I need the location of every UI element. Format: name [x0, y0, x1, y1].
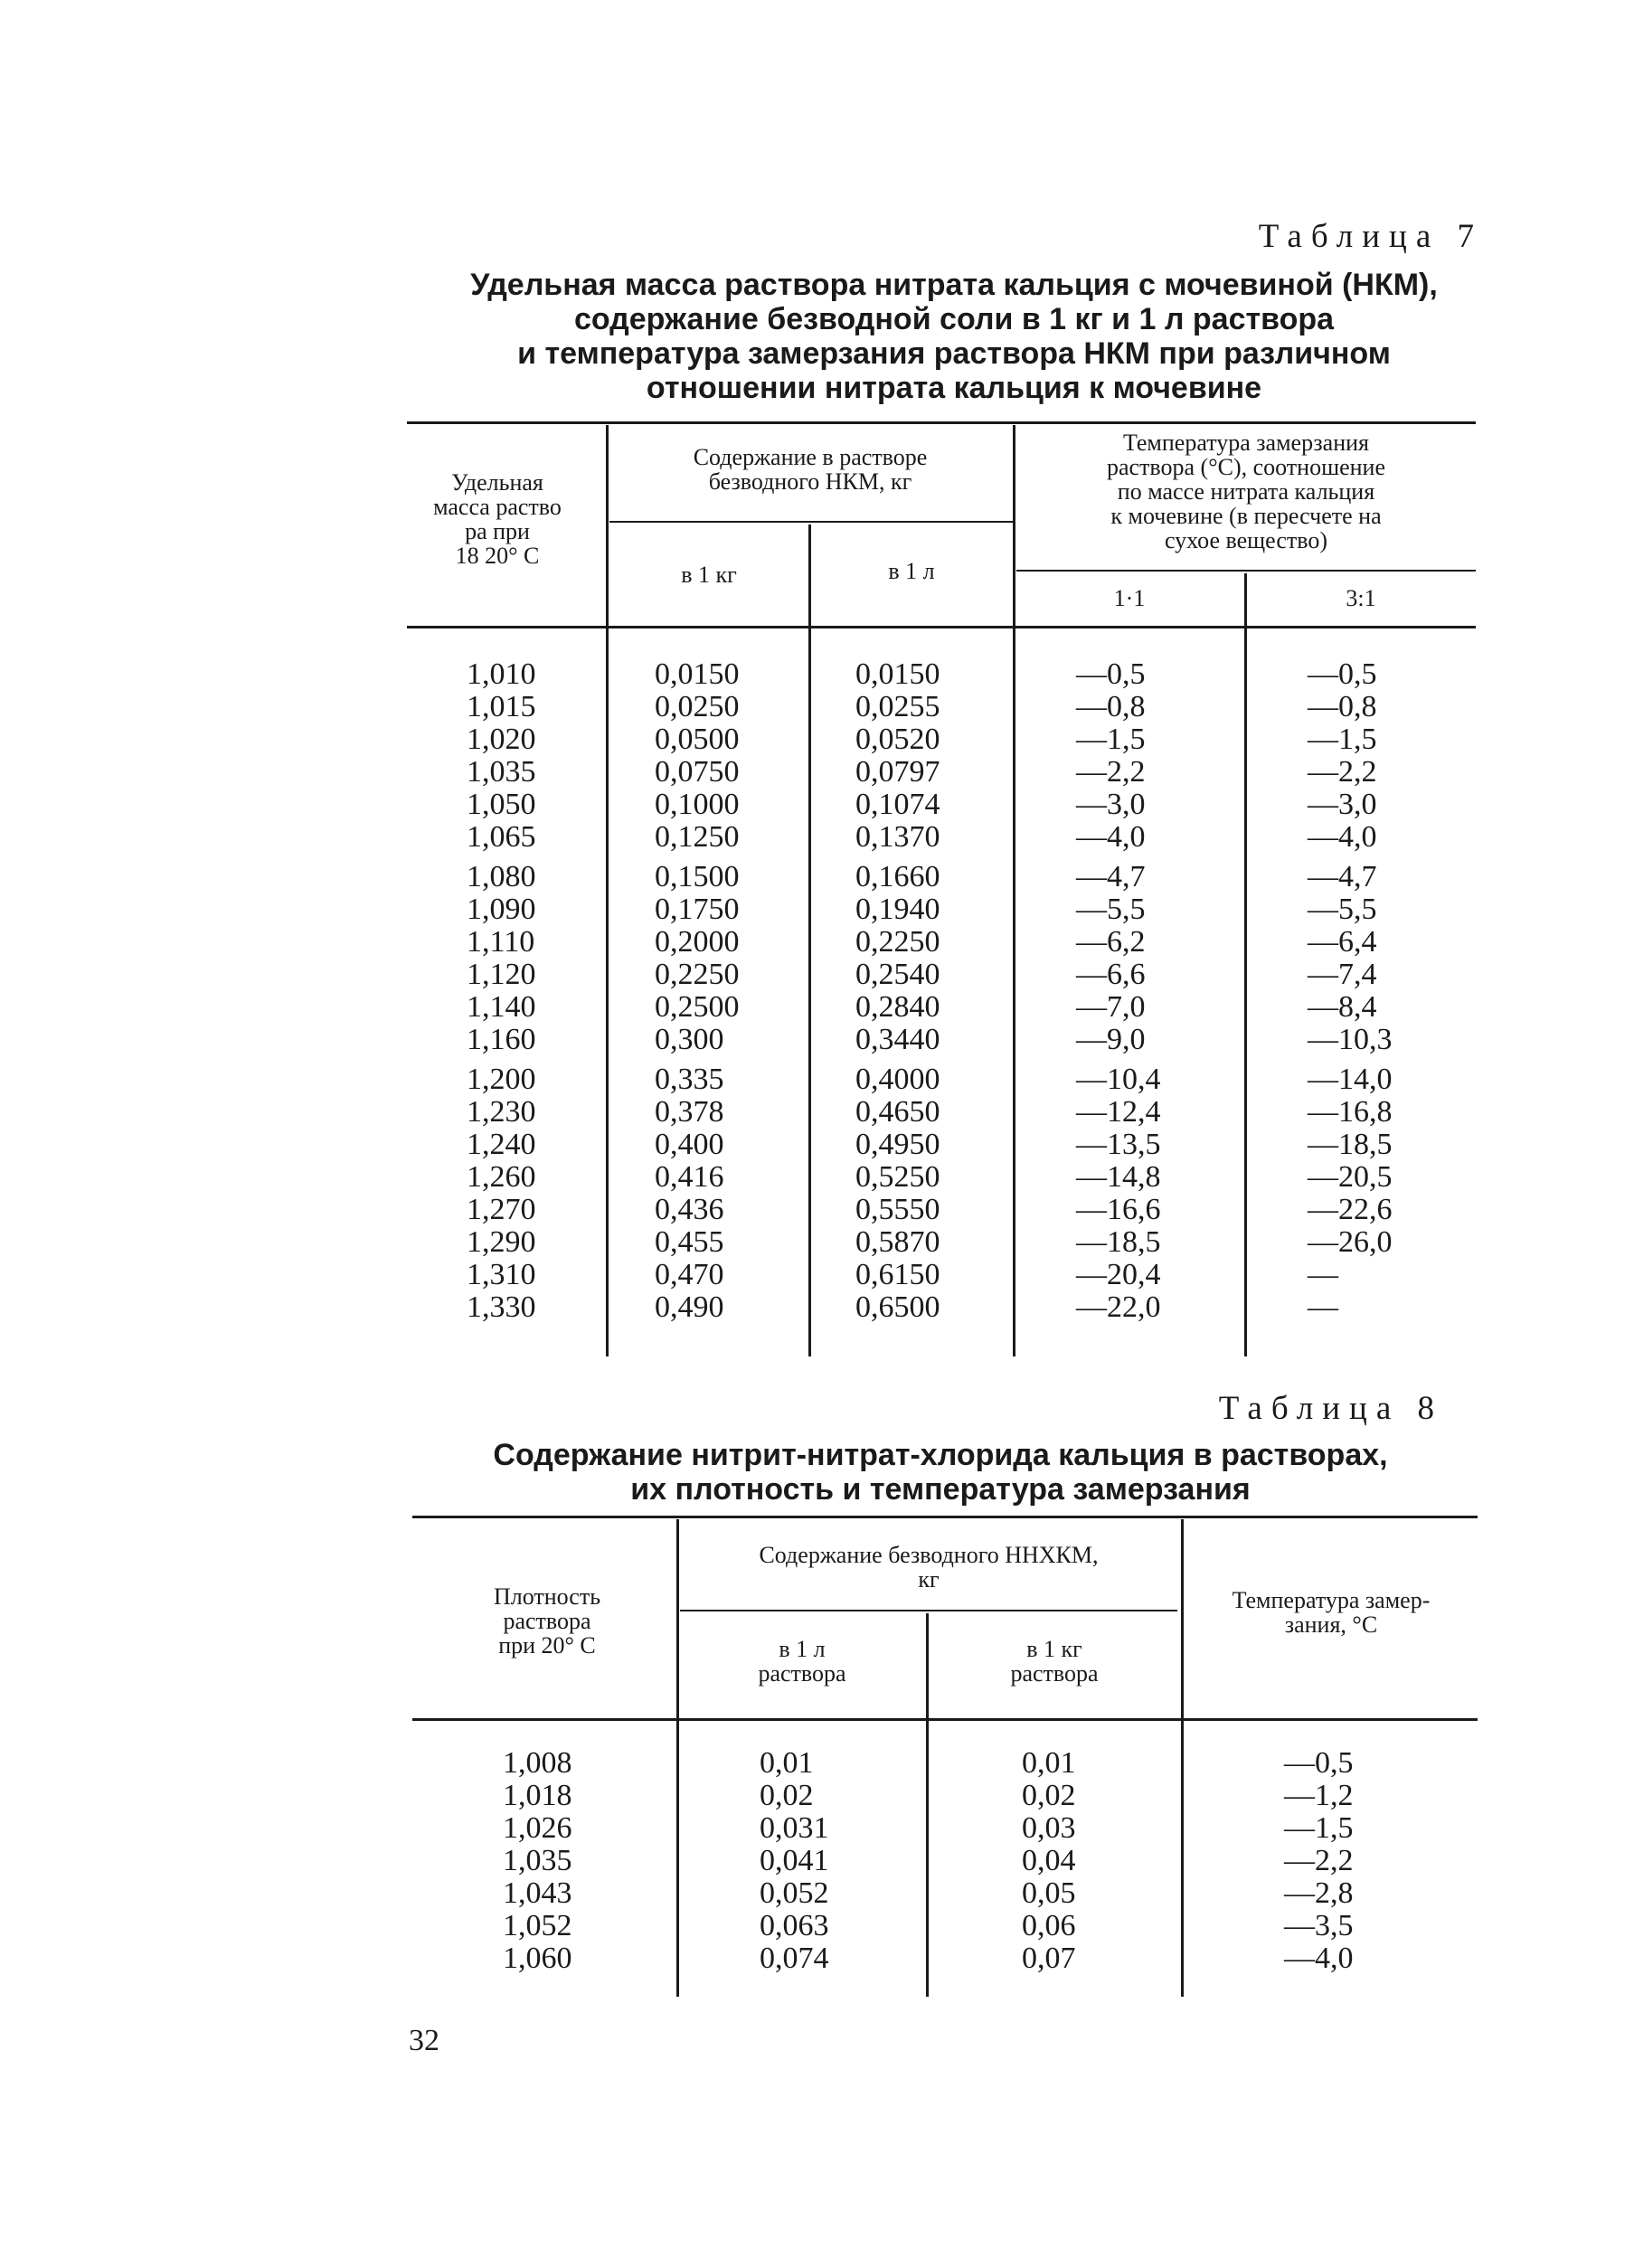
table-cell: 1,090: [467, 893, 536, 926]
per-kg-column: [655, 861, 781, 1056]
temp-1-1-column: [1076, 1063, 1176, 1324]
per-l-column: [855, 1063, 982, 1324]
table-cell: 1,035: [467, 755, 536, 789]
table-cell: 0,1370: [855, 820, 940, 854]
table-cell: 0,436: [655, 1193, 724, 1226]
table-cell: 1,060: [503, 1942, 572, 1975]
table7-header-per-l: в 1 л: [888, 558, 935, 584]
table-cell: 0,03: [1022, 1811, 1076, 1845]
table-cell: 1,010: [467, 657, 536, 691]
table-cell: —12,4: [1076, 1095, 1161, 1129]
table8-col-divider: [676, 1519, 679, 1997]
table-cell: —0,8: [1308, 690, 1377, 723]
table-cell: —3,0: [1076, 788, 1146, 821]
table-cell: —7,4: [1308, 958, 1377, 991]
table-cell: 0,400: [655, 1128, 724, 1161]
table8-header-temp: [1186, 1588, 1476, 1637]
table-cell: —1,2: [1284, 1779, 1354, 1812]
table-cell: —10,4: [1076, 1063, 1161, 1096]
table-cell: —0,5: [1308, 657, 1377, 691]
table-cell: 1,110: [467, 925, 535, 959]
density-column: [467, 1063, 566, 1324]
header-line: Температура замер-: [1232, 1587, 1431, 1613]
table8-header-density: [425, 1584, 669, 1658]
table-cell: 0,07: [1022, 1942, 1076, 1975]
table-cell: —18,5: [1308, 1128, 1393, 1161]
header-line: зания, °С: [1284, 1611, 1378, 1638]
table-cell: 0,05: [1022, 1876, 1076, 1910]
table-cell: 0,6500: [855, 1290, 940, 1324]
table-cell: —14,0: [1308, 1063, 1393, 1096]
table-cell: 0,2840: [855, 990, 940, 1024]
table-cell: —7,0: [1076, 990, 1146, 1024]
table7-top-rule: [407, 421, 1476, 424]
table-cell: 1,310: [467, 1258, 536, 1291]
header-line: Температура замерзания: [1123, 430, 1369, 456]
table-cell: —5,5: [1076, 893, 1146, 926]
table7-title: [389, 268, 1519, 405]
table7-title-line: отношении нитрата кальция к мочевине: [646, 371, 1262, 405]
table8-top-rule: [412, 1516, 1478, 1518]
table-cell: —22,0: [1076, 1290, 1161, 1324]
table-cell: 1,260: [467, 1160, 536, 1194]
table-cell: 0,416: [655, 1160, 724, 1194]
table-cell: 0,2000: [655, 925, 740, 959]
table-cell: 0,2500: [655, 990, 740, 1024]
table-cell: —1,5: [1076, 723, 1146, 756]
table8-title-line: их плотность и температура замерзания: [630, 1472, 1251, 1507]
table-cell: —4,0: [1284, 1942, 1354, 1975]
table-cell: 1,160: [467, 1023, 536, 1056]
table-cell: 0,5250: [855, 1160, 940, 1194]
table-cell: —4,0: [1076, 820, 1146, 854]
header-line: ра при: [465, 518, 530, 544]
table-cell: 0,02: [760, 1779, 814, 1812]
table-cell: 0,1074: [855, 788, 940, 821]
table-cell: 0,04: [1022, 1844, 1076, 1877]
table7-col-divider: [1013, 425, 1015, 1356]
temp-column: [1284, 1747, 1384, 1975]
table-cell: 1,080: [467, 860, 536, 893]
table8-header-per-l: [682, 1637, 922, 1686]
table-cell: 1,200: [467, 1063, 536, 1096]
table-cell: 1,008: [503, 1746, 572, 1780]
table7-header-ratio-3-1: 3:1: [1346, 585, 1376, 611]
table-cell: 0,2540: [855, 958, 940, 991]
table7-title-line: содержание безводной соли в 1 кг и 1 л раствора: [573, 302, 1335, 336]
table7-title-line: и температура замерзания раствора НКМ при различном: [517, 336, 1391, 371]
table-cell: 1,140: [467, 990, 536, 1024]
table-cell: 1,330: [467, 1290, 536, 1324]
table-cell: 0,490: [655, 1290, 724, 1324]
table-cell: —6,6: [1076, 958, 1146, 991]
header-line: Плотность: [493, 1583, 601, 1610]
table-cell: 0,300: [655, 1023, 724, 1056]
table-cell: 0,074: [760, 1942, 829, 1975]
table-cell: —1,5: [1284, 1811, 1354, 1845]
table-cell: 1,052: [503, 1909, 572, 1942]
table-cell: 0,01: [760, 1746, 814, 1780]
per-l-column: [760, 1747, 868, 1975]
table7-title-line: Удельная масса раствора нитрата кальция с мочевиной (НКМ),: [470, 268, 1438, 302]
table-cell: —3,0: [1308, 788, 1377, 821]
table-cell: 1,270: [467, 1193, 536, 1226]
table-cell: —1,5: [1308, 723, 1377, 756]
table-cell: 1,230: [467, 1095, 536, 1129]
table7-caption: Таблица 7: [1258, 218, 1483, 255]
table-cell: —2,2: [1308, 755, 1377, 789]
table-cell: 0,063: [760, 1909, 829, 1942]
table8-header-per-kg: [931, 1637, 1177, 1686]
header-line: Содержание безводного ННХКМ,: [759, 1542, 1099, 1568]
table-cell: 0,2250: [855, 925, 940, 959]
per-l-column: [855, 861, 982, 1056]
header-line: безводного НКМ, кг: [708, 468, 912, 495]
table-cell: 0,1750: [655, 893, 740, 926]
header-line: к мочевине (в пересчете на: [1110, 503, 1382, 529]
table-cell: 0,4950: [855, 1128, 940, 1161]
table-cell: 0,0255: [855, 690, 940, 723]
table8-title: [416, 1438, 1465, 1507]
table-cell: 0,1500: [655, 860, 740, 893]
table-cell: —2,2: [1076, 755, 1146, 789]
per-kg-column: [655, 658, 781, 854]
table-cell: —20,5: [1308, 1160, 1393, 1194]
table-cell: 0,5550: [855, 1193, 940, 1226]
table-cell: 0,06: [1022, 1909, 1076, 1942]
table-cell: 0,041: [760, 1844, 829, 1877]
table-cell: 0,031: [760, 1811, 829, 1845]
table-cell: 0,052: [760, 1876, 829, 1910]
header-line: раствора: [758, 1660, 846, 1687]
table-cell: 1,050: [467, 788, 536, 821]
density-column: [467, 658, 566, 854]
table-cell: —8,4: [1308, 990, 1377, 1024]
table-cell: 1,120: [467, 958, 536, 991]
table7-temp-subrule: [1016, 570, 1476, 572]
table-cell: 0,378: [655, 1095, 724, 1129]
table-cell: —26,0: [1308, 1225, 1393, 1259]
table-cell: 0,0500: [655, 723, 740, 756]
table7-header-bottom-rule: [407, 626, 1476, 628]
table-cell: 1,020: [467, 723, 536, 756]
table8-caption: Таблица 8: [1218, 1390, 1443, 1427]
temp-1-1-column: [1076, 658, 1176, 854]
table-cell: —16,6: [1076, 1193, 1161, 1226]
table7-header-ratio-1-1: 1·1: [1113, 585, 1146, 611]
table-cell: 1,290: [467, 1225, 536, 1259]
table-cell: —14,8: [1076, 1160, 1161, 1194]
table-cell: —2,8: [1284, 1876, 1354, 1910]
table-cell: —6,2: [1076, 925, 1146, 959]
table-cell: —22,6: [1308, 1193, 1393, 1226]
header-line: в 1 л: [779, 1636, 826, 1662]
table-cell: —0,5: [1076, 657, 1146, 691]
table8-title-line: Содержание нитрит-нитрат-хлорида кальция в растворах,: [493, 1438, 1388, 1472]
header-line: кг: [918, 1566, 940, 1592]
table8-col-divider: [926, 1613, 929, 1997]
table-cell: —4,0: [1308, 820, 1377, 854]
table-cell: —6,4: [1308, 925, 1377, 959]
header-line: 18 20° С: [455, 543, 540, 569]
table-cell: —18,5: [1076, 1225, 1161, 1259]
table8-col-divider: [1181, 1519, 1184, 1997]
table7-header-per-kg: в 1 кг: [681, 562, 737, 588]
table-cell: 0,1250: [655, 820, 740, 854]
header-line: раствора: [1010, 1660, 1099, 1687]
table-cell: 0,0150: [655, 657, 740, 691]
header-line: при 20° С: [498, 1632, 596, 1658]
table-cell: 0,4650: [855, 1095, 940, 1129]
table-cell: 0,1660: [855, 860, 940, 893]
header-line: сухое вещество): [1164, 527, 1328, 553]
table7-col-divider: [808, 524, 811, 1356]
table-cell: 1,240: [467, 1128, 536, 1161]
table-cell: 0,1000: [655, 788, 740, 821]
table-cell: 1,026: [503, 1811, 572, 1845]
table-cell: 0,3440: [855, 1023, 940, 1056]
table-cell: 0,5870: [855, 1225, 940, 1259]
table-cell: —: [1308, 1258, 1338, 1291]
table-cell: —2,2: [1284, 1844, 1354, 1877]
density-column: [467, 861, 566, 1056]
table-cell: —4,7: [1308, 860, 1377, 893]
table-cell: 0,455: [655, 1225, 724, 1259]
table7-header-content: [611, 445, 1009, 494]
table-cell: 0,0520: [855, 723, 940, 756]
page-number: 32: [409, 2024, 439, 2057]
table-cell: —3,5: [1284, 1909, 1354, 1942]
table-cell: 0,02: [1022, 1779, 1076, 1812]
per-kg-column: [655, 1063, 781, 1324]
table-cell: 0,01: [1022, 1746, 1076, 1780]
table-cell: —4,7: [1076, 860, 1146, 893]
table-cell: —20,4: [1076, 1258, 1161, 1291]
table-cell: 1,035: [503, 1844, 572, 1877]
table8-content-subrule: [680, 1610, 1177, 1611]
table-cell: 0,1940: [855, 893, 940, 926]
table-cell: 0,0797: [855, 755, 940, 789]
table-cell: —0,8: [1076, 690, 1146, 723]
table-cell: 0,4000: [855, 1063, 940, 1096]
table-cell: 0,0250: [655, 690, 740, 723]
table7-col-divider: [606, 425, 609, 1356]
table-cell: —16,8: [1308, 1095, 1393, 1129]
table8-header-content: [682, 1543, 1176, 1592]
table-cell: 0,2250: [655, 958, 740, 991]
temp-3-1-column: [1308, 861, 1416, 1056]
table-cell: —10,3: [1308, 1023, 1393, 1056]
temp-1-1-column: [1076, 861, 1176, 1056]
header-line: Удельная: [451, 469, 543, 496]
table-cell: —9,0: [1076, 1023, 1146, 1056]
per-l-column: [855, 658, 982, 854]
temp-3-1-column: [1308, 1063, 1416, 1324]
per-kg-column: [1022, 1747, 1112, 1975]
table-cell: 0,470: [655, 1258, 724, 1291]
header-line: Содержание в растворе: [693, 444, 928, 470]
table-cell: —0,5: [1284, 1746, 1354, 1780]
header-line: в 1 кг: [1026, 1636, 1082, 1662]
table-cell: 1,015: [467, 690, 536, 723]
table7-header-temp: [1018, 430, 1474, 553]
table-cell: 0,335: [655, 1063, 724, 1096]
header-line: раствора: [503, 1608, 591, 1634]
table7-col-divider: [1244, 573, 1247, 1356]
table-cell: —13,5: [1076, 1128, 1161, 1161]
table-cell: 1,018: [503, 1779, 572, 1812]
header-line: по массе нитрата кальция: [1117, 478, 1375, 505]
table-cell: —5,5: [1308, 893, 1377, 926]
table7-content-subrule: [609, 521, 1013, 523]
table-cell: —: [1308, 1290, 1338, 1324]
table-cell: 1,065: [467, 820, 536, 854]
table7-header-density: [398, 470, 597, 568]
table-cell: 0,6150: [855, 1258, 940, 1291]
temp-3-1-column: [1308, 658, 1416, 854]
density-column: [503, 1747, 602, 1975]
table-cell: 1,043: [503, 1876, 572, 1910]
header-line: масса раство: [433, 494, 562, 520]
table8-header-bottom-rule: [412, 1718, 1478, 1721]
header-line: раствора (°С), соотношение: [1106, 454, 1386, 480]
table-cell: 0,0150: [855, 657, 940, 691]
table-cell: 0,0750: [655, 755, 740, 789]
